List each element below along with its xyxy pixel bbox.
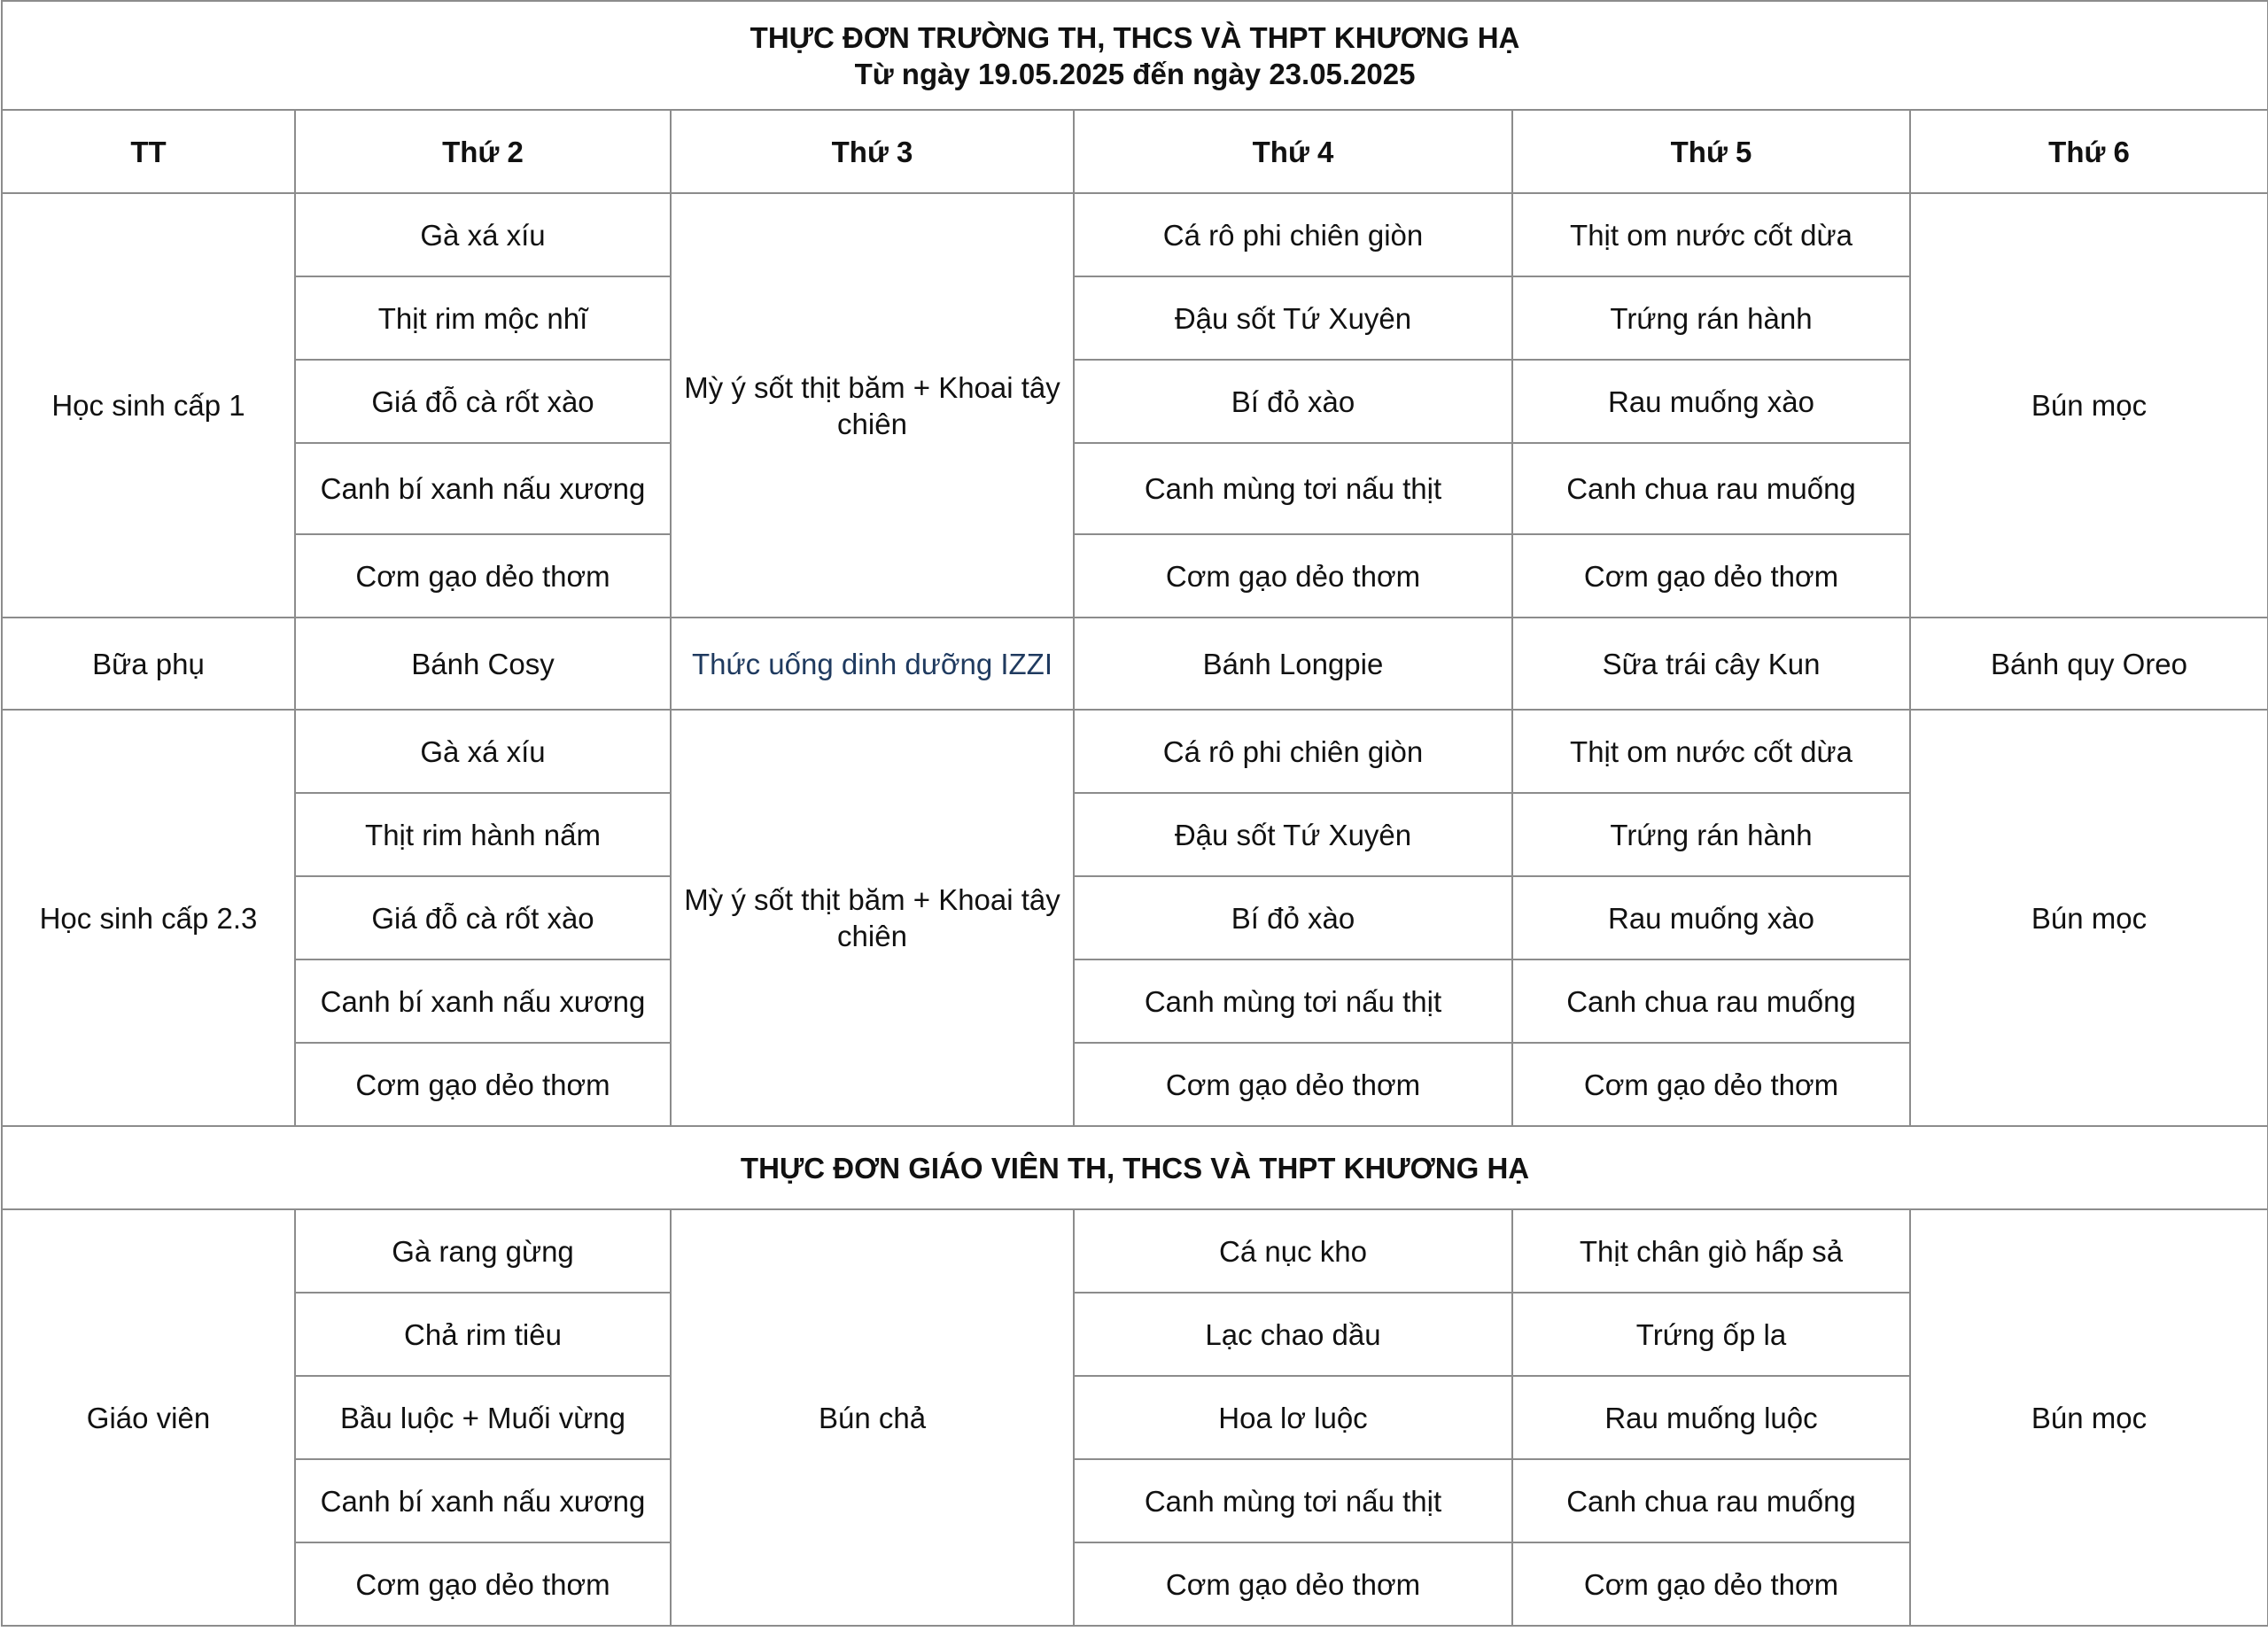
header-wed: Thứ 4 [1074, 110, 1512, 193]
teacher-thu-dish: Cơm gạo dẻo thơm [1512, 1542, 1910, 1626]
teacher-wed-dish: Canh mùng tơi nấu thịt [1074, 1459, 1512, 1542]
teacher-tue-dish: Bún chả [671, 1209, 1074, 1626]
teacher-wed-dish: Hoa lơ luộc [1074, 1376, 1512, 1459]
secondary-thu-dish: Thịt om nước cốt dừa [1512, 710, 1910, 793]
secondary-wed-dish: Canh mùng tơi nấu thịt [1074, 959, 1512, 1043]
primary-mon-dish: Giá đỗ cà rốt xào [295, 360, 671, 443]
primary-mon-dish: Gà xá xíu [295, 193, 671, 276]
secondary-thu-dish: Rau muống xào [1512, 876, 1910, 959]
teacher-menu-title: THỰC ĐƠN GIÁO VIÊN TH, THCS VÀ THPT KHƯƠNG HẠ [2, 1126, 2268, 1209]
secondary-thu-dish: Cơm gạo dẻo thơm [1512, 1043, 1910, 1126]
primary-wed-dish: Cá rô phi chiên giòn [1074, 193, 1512, 276]
primary-mon-dish: Canh bí xanh nấu xương [295, 443, 671, 534]
primary-fri-dish: Bún mọc [1910, 193, 2268, 618]
secondary-label: Học sinh cấp 2.3 [2, 710, 295, 1126]
teacher-wed-dish: Cá nục kho [1074, 1209, 1512, 1293]
menu-table [1, 0, 2268, 1627]
header-row [2, 110, 2268, 193]
secondary-mon-dish: Canh bí xanh nấu xương [295, 959, 671, 1043]
teacher-thu-dish: Rau muống luộc [1512, 1376, 1910, 1459]
primary-wed-dish: Đậu sốt Tứ Xuyên [1074, 276, 1512, 360]
snack-mon: Bánh Cosy [295, 618, 671, 710]
primary-mon-dish: Thịt rim mộc nhĩ [295, 276, 671, 360]
snack-label: Bữa phụ [2, 618, 295, 710]
teacher-fri-dish: Bún mọc [1910, 1209, 2268, 1626]
primary-thu-dish: Rau muống xào [1512, 360, 1910, 443]
student-menu-title: THỰC ĐƠN TRƯỜNG TH, THCS VÀ THPT KHƯƠNG HẠ [750, 20, 1520, 54]
header-tue: Thứ 3 [671, 110, 1074, 193]
teacher-thu-dish: Trứng ốp la [1512, 1293, 1910, 1376]
primary-wed-dish: Cơm gạo dẻo thơm [1074, 534, 1512, 618]
teacher-mon-dish: Cơm gạo dẻo thơm [295, 1542, 671, 1626]
teacher-mon-dish: Bầu luộc + Muối vừng [295, 1376, 671, 1459]
student-menu-date-range: Từ ngày 19.05.2025 đến ngày 23.05.2025 [854, 57, 1416, 90]
teacher-mon-dish: Chả rim tiêu [295, 1293, 671, 1376]
secondary-mon-dish: Cơm gạo dẻo thơm [295, 1043, 671, 1126]
primary-mon-dish: Cơm gạo dẻo thơm [295, 534, 671, 618]
snack-thu: Sữa trái cây Kun [1512, 618, 1910, 710]
primary-thu-dish: Canh chua rau muống [1512, 443, 1910, 534]
primary-wed-dish: Canh mùng tơi nấu thịt [1074, 443, 1512, 534]
snack-fri: Bánh quy Oreo [1910, 618, 2268, 710]
primary-wed-dish: Bí đỏ xào [1074, 360, 1512, 443]
snack-tue: Thức uống dinh dưỡng IZZI [671, 618, 1074, 710]
secondary-wed-dish: Cá rô phi chiên giòn [1074, 710, 1512, 793]
secondary-thu-dish: Canh chua rau muống [1512, 959, 1910, 1043]
secondary-tue-dish: Mỳ ý sốt thịt băm + Khoai tây chiên [671, 710, 1074, 1126]
teacher-thu-dish: Thịt chân giò hấp sả [1512, 1209, 1910, 1293]
primary-tue-dish: Mỳ ý sốt thịt băm + Khoai tây chiên [671, 193, 1074, 618]
primary-thu-dish: Trứng rán hành [1512, 276, 1910, 360]
teacher-mon-dish: Canh bí xanh nấu xương [295, 1459, 671, 1542]
teacher-wed-dish: Lạc chao dầu [1074, 1293, 1512, 1376]
secondary-fri-dish: Bún mọc [1910, 710, 2268, 1126]
secondary-thu-dish: Trứng rán hành [1512, 793, 1910, 876]
secondary-wed-dish: Bí đỏ xào [1074, 876, 1512, 959]
primary-thu-dish: Cơm gạo dẻo thơm [1512, 534, 1910, 618]
teacher-mon-dish: Gà rang gừng [295, 1209, 671, 1293]
secondary-wed-dish: Đậu sốt Tứ Xuyên [1074, 793, 1512, 876]
teacher-thu-dish: Canh chua rau muống [1512, 1459, 1910, 1542]
header-fri: Thứ 6 [1910, 110, 2268, 193]
secondary-mon-dish: Gà xá xíu [295, 710, 671, 793]
secondary-wed-dish: Cơm gạo dẻo thơm [1074, 1043, 1512, 1126]
primary-thu-dish: Thịt om nước cốt dừa [1512, 193, 1910, 276]
secondary-mon-dish: Giá đỗ cà rốt xào [295, 876, 671, 959]
teacher-wed-dish: Cơm gạo dẻo thơm [1074, 1542, 1512, 1626]
teacher-label: Giáo viên [2, 1209, 295, 1626]
snack-row [2, 618, 2268, 710]
secondary-mon-dish: Thịt rim hành nấm [295, 793, 671, 876]
primary-label: Học sinh cấp 1 [2, 193, 295, 618]
snack-wed: Bánh Longpie [1074, 618, 1512, 710]
student-menu-title-cell [2, 1, 2268, 110]
header-thu: Thứ 5 [1512, 110, 1910, 193]
header-mon: Thứ 2 [295, 110, 671, 193]
header-tt: TT [2, 110, 295, 193]
